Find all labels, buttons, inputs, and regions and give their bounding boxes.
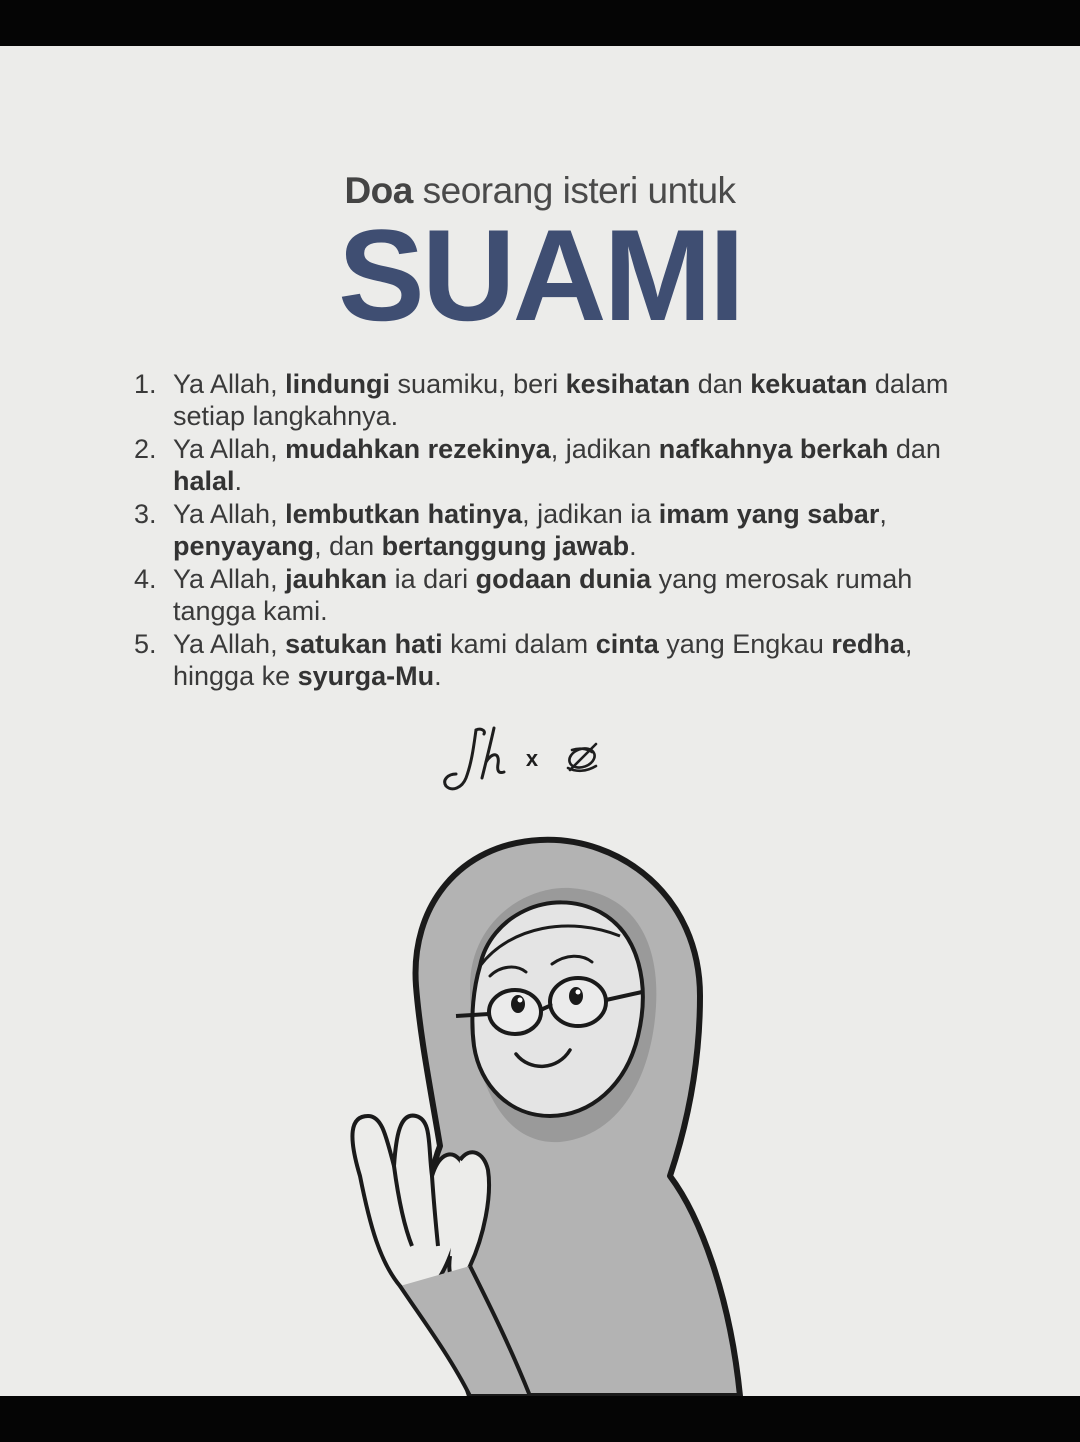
prayer-segment: , — [879, 499, 887, 529]
prayer-item — [130, 368, 960, 432]
prayer-segment: yang merosak rumah tangga kami. — [173, 564, 913, 626]
page-title: SUAMI — [338, 202, 742, 348]
bottom-black-bar — [0, 1396, 1080, 1442]
prayer-segment: . — [629, 531, 637, 561]
prayer-emphasis: kekuatan — [750, 369, 868, 399]
prayer-emphasis: penyayang — [173, 531, 315, 561]
prayer-segment: dalam setiap langkahnya. — [173, 369, 949, 431]
prayer-emphasis: lindungi — [285, 369, 391, 399]
prayer-emphasis: nafkahnya berkah — [658, 434, 889, 464]
prayer-item — [130, 563, 960, 627]
poster — [0, 46, 1080, 1396]
prayer-segment: . — [434, 661, 442, 691]
prayer-number: 1. — [134, 369, 157, 399]
prayer-item — [130, 628, 960, 692]
prayer-emphasis: jauhkan — [285, 564, 388, 594]
prayer-text — [173, 629, 912, 691]
prayer-emphasis: satukan hati — [285, 629, 443, 659]
prayer-segment: ia dari — [387, 564, 476, 594]
prayer-emphasis: halal — [173, 466, 235, 496]
signature-logo-mark — [567, 744, 598, 771]
signature-jh-mark — [445, 728, 504, 789]
prayer-segment: , jadikan ia — [522, 499, 659, 529]
praying-woman-illustration — [320, 816, 760, 1396]
prayer-emphasis: bertanggung jawab — [381, 531, 630, 561]
prayer-text — [173, 564, 912, 626]
prayer-text — [173, 369, 948, 431]
subtitle-bold: Doa — [344, 170, 413, 211]
prayer-segment: suamiku, beri — [390, 369, 566, 399]
prayer-item — [130, 433, 960, 497]
prayer-text — [173, 499, 887, 561]
prayer-emphasis: mudahkan rezekinya — [285, 434, 551, 464]
subtitle-rest: seorang isteri untuk — [412, 170, 736, 211]
prayer-segment: dan — [888, 434, 941, 464]
prayer-number: 5. — [134, 629, 157, 659]
prayer-emphasis: godaan dunia — [475, 564, 652, 594]
signature — [436, 722, 616, 802]
prayer-emphasis: redha — [831, 629, 905, 659]
prayer-emphasis: kesihatan — [565, 369, 691, 399]
prayer-number: 2. — [134, 434, 157, 464]
prayer-emphasis: lembutkan hatinya — [285, 499, 523, 529]
prayer-segment: kami dalam — [442, 629, 596, 659]
prayer-list — [130, 368, 960, 693]
prayer-segment: Ya Allah, — [173, 434, 286, 464]
prayer-number: 3. — [134, 499, 157, 529]
prayer-segment: , dan — [314, 531, 382, 561]
signature-separator: x — [525, 746, 539, 771]
prayer-segment: Ya Allah, — [173, 629, 286, 659]
prayer-segment: . — [234, 466, 243, 496]
prayer-segment: , hingga ke — [173, 629, 913, 691]
prayer-emphasis: cinta — [595, 629, 659, 659]
prayer-item — [130, 498, 960, 562]
prayer-number: 4. — [134, 564, 157, 594]
prayer-text — [173, 434, 941, 496]
prayer-segment: Ya Allah, — [173, 499, 286, 529]
prayer-segment: yang Engkau — [658, 629, 832, 659]
prayer-segment: Ya Allah, — [173, 564, 286, 594]
prayer-segment: , jadikan — [550, 434, 659, 464]
prayer-segment: Ya Allah, — [173, 369, 286, 399]
prayer-segment: dan — [690, 369, 751, 399]
prayer-emphasis: syurga-Mu — [297, 661, 435, 691]
prayer-emphasis: imam yang sabar — [658, 499, 880, 529]
top-black-bar — [0, 0, 1080, 46]
